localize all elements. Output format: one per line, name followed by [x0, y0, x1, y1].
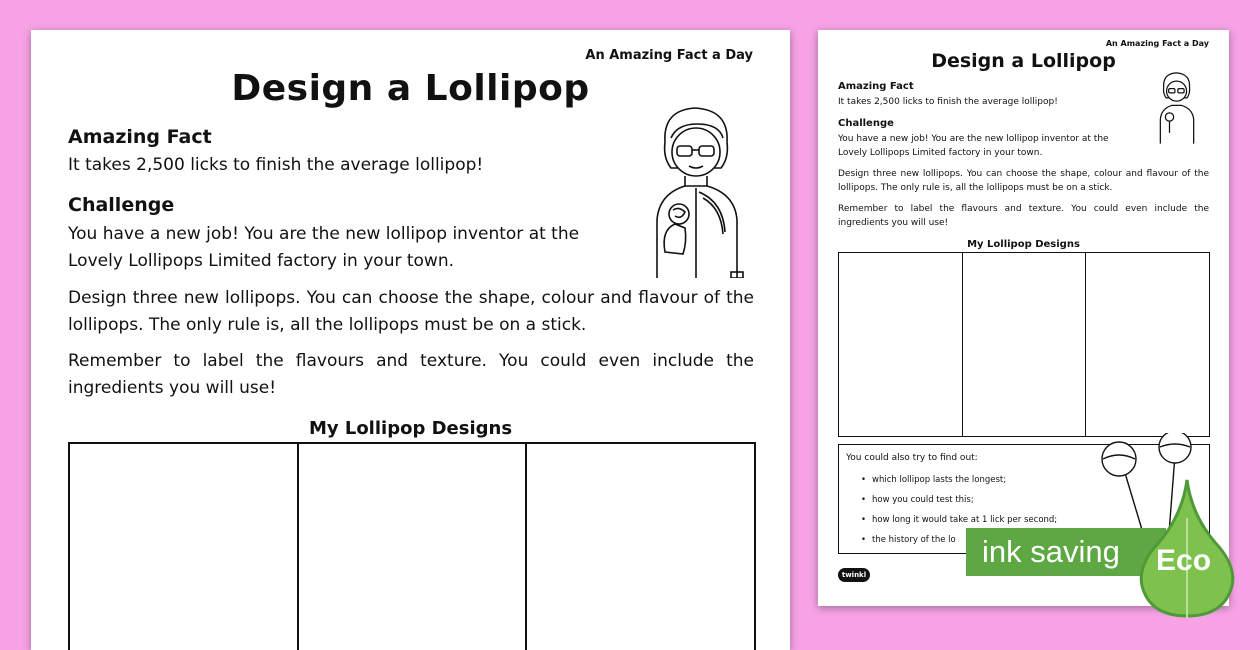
list-item: • how long it would take at 1 lick per second; [861, 513, 1057, 533]
challenge-line-2: Lovely Lollipops Limited factory in your town. [68, 251, 455, 271]
page-header: An Amazing Fact a Day [1105, 39, 1209, 48]
ink-saving-text: ink saving [982, 534, 1120, 569]
woman-with-lollipop-illustration [1152, 70, 1202, 144]
fact-text: It takes 2,500 licks to finish the average lollipop! [838, 97, 1058, 107]
challenge-heading: Challenge [68, 194, 175, 216]
designs-heading: My Lollipop Designs [967, 239, 1080, 250]
design-box-3 [527, 444, 754, 650]
design-boxes [838, 252, 1210, 437]
designs-heading: My Lollipop Designs [308, 418, 513, 439]
eco-text: Eco [1156, 544, 1212, 577]
ink-saving-badge [966, 478, 1260, 618]
design-instructions: Design three new lollipops. You can choose the shape, colour and flavour of the lollipops. The only rule is, all the lollipops must be on a stick. [838, 169, 1209, 193]
design-instructions: Design three new lollipops. You can choose the shape, colour and flavour of the lollipops. The only rule is, all the lollipops must be on a stick. [68, 288, 754, 335]
list-item: • which lollipop lasts the longest; [861, 473, 1057, 493]
remember-instructions: Remember to label the flavours and texture. You could even include the ingredients you will use! [68, 351, 754, 398]
design-box-1 [70, 444, 299, 650]
twinkl-logo: twinkl [838, 568, 870, 582]
find-out-intro: You could also try to find out: [846, 453, 978, 463]
worksheet-preview-large [31, 30, 790, 650]
design-box-2 [963, 253, 1087, 436]
fact-heading: Amazing Fact [68, 126, 212, 148]
design-boxes [68, 442, 756, 650]
fact-heading: Amazing Fact [838, 81, 914, 92]
list-item: • how you could test this; [861, 493, 1057, 513]
design-box-3 [1086, 253, 1209, 436]
design-box-2 [299, 444, 528, 650]
challenge-heading: Challenge [838, 118, 894, 129]
design-box-1 [839, 253, 963, 436]
challenge-text: You have a new job! You are the new lollipop inventor at the Lovely Lollipops Limited factory in your town. [838, 134, 1109, 158]
page-title: Design a Lollipop [231, 68, 590, 109]
woman-with-lollipop-illustration [637, 102, 757, 278]
remember-instructions: Remember to label the flavours and texture. You could even include the ingredients you will use! [838, 204, 1209, 228]
page-header: An Amazing Fact a Day [585, 48, 753, 63]
fact-text: It takes 2,500 licks to finish the average lollipop! [68, 155, 484, 175]
page-title: Design a Lollipop [931, 50, 1116, 72]
list-item: • the history of the lo [861, 533, 1057, 553]
challenge-line-1: You have a new job! You are the new lollipop inventor at the [68, 224, 580, 244]
